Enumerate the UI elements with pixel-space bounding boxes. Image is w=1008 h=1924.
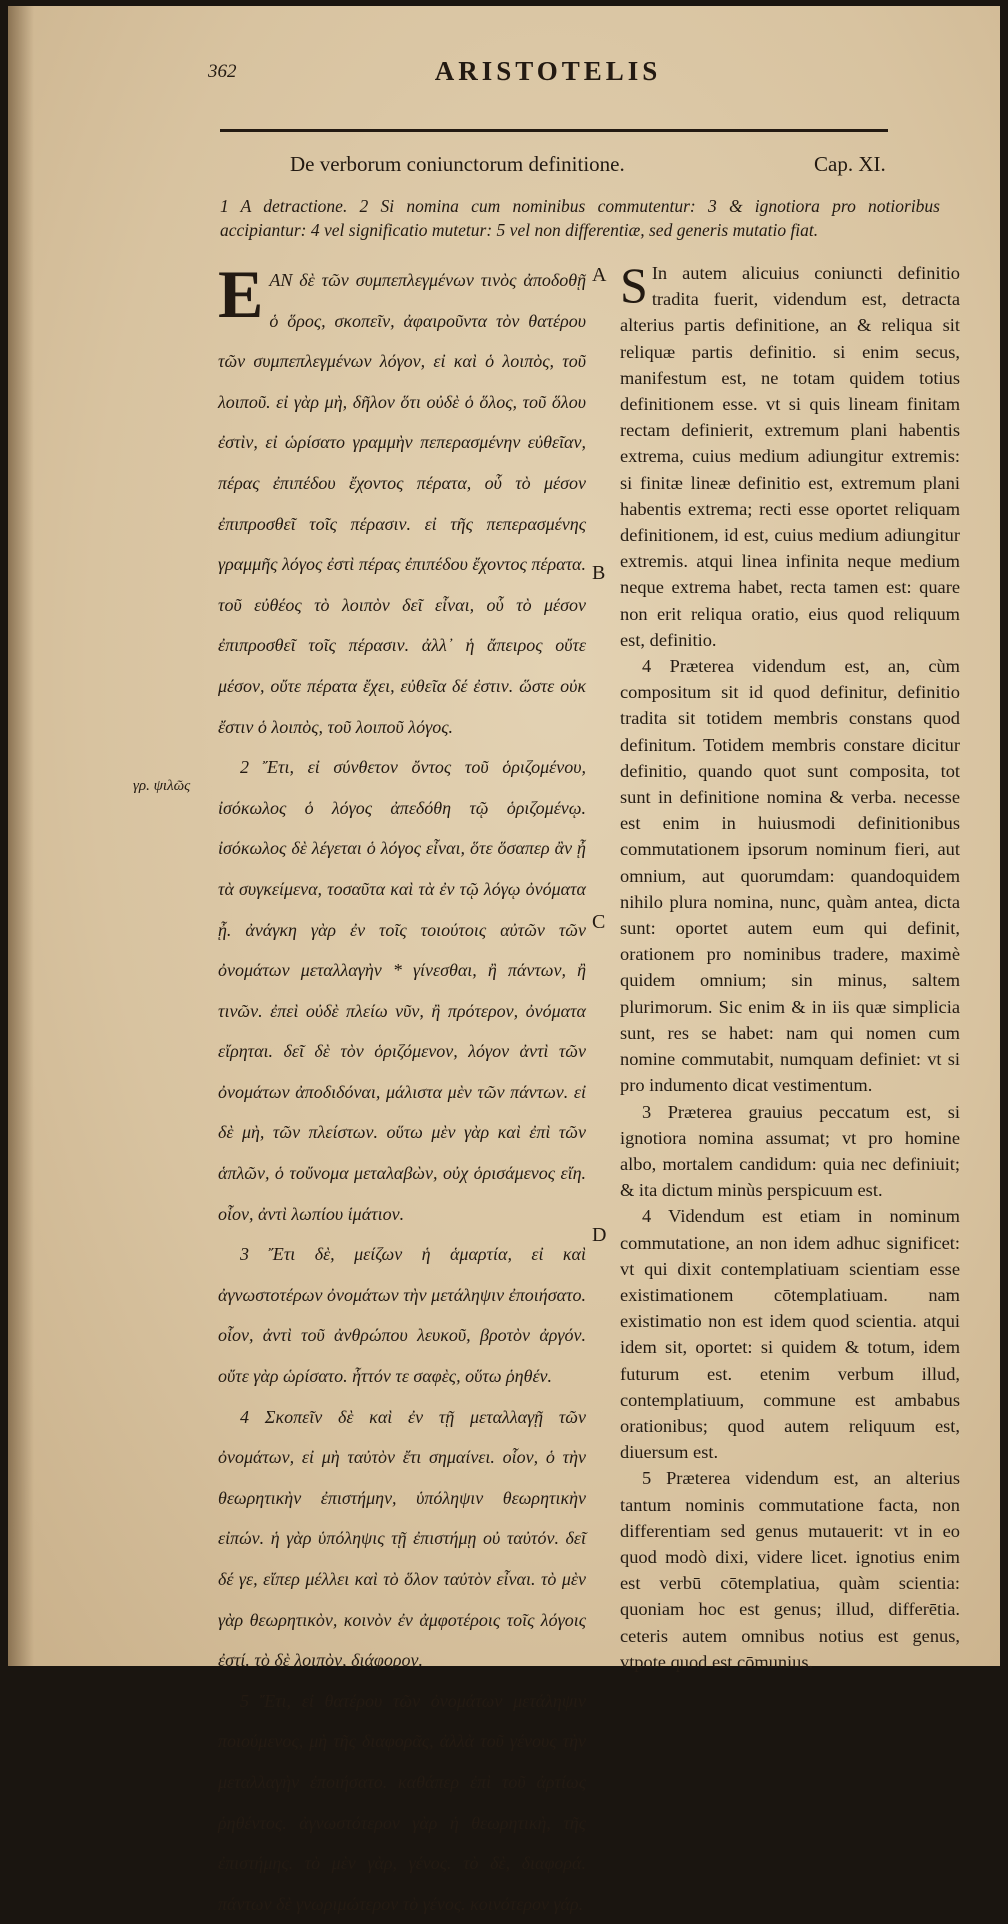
greek-dropcap: E [218, 256, 264, 332]
greek-paragraph: 4 Σκοπεῖν δὲ καὶ ἐν τῇ μεταλλαγῇ τῶν ὀνομάτων, εἰ μὴ ταὐτὸν ἔτι σημαίνει. οἷον, ὁ τὴν θεωρητικὴν ἐπιστήμην, ὑπόληψιν θεωρητικὴν εἰπών. ἡ γὰρ ὑπόληψις τῇ ἐπιστήμῃ οὐ ταὐτόν. δεῖ δέ γε, εἴπερ μέλλει καὶ τὸ ὅλον ταὐτὸν εἶναι. τὸ μὲν γὰρ θεωρητικὸν, κοινὸν ἐν ἀμφοτέροις τοῖς λόγοις ἐστί. τὸ δὲ λοιπὸν, διάφορον. [218, 1406, 586, 1671]
summary-line-1: 1 A detractione. 2 Si nomina cum nominibus commutentur: 3 & ignotiora pro notioribus [220, 196, 940, 216]
latin-paragraph: 5 Præterea videndum est, an alterius tantum nominis commutatione facta, non differentiam sed genus mutauerit: vt in eo quod modò dixi, videre licet. ignotius enim est verbū cōtemplatiua, quàm scientia: quoniam hoc est genus; illud, differētia. ceteris autem omnibus notius est genus, vtpote quod est cōmunius. [620, 1468, 960, 1672]
chapter-summary [220, 194, 940, 242]
header-rule [220, 129, 888, 132]
latin-paragraph: 4 Videndum est etiam in nominum commutatione, an non idem adhuc significet: vt qui dixit contemplatiuam scientiam esse existimationem cōtemplatiuam. nam existimatio non est idem quod scientia. atqui idem sit, oportet: si quidem & totum, idem futurum est. etenim verbum illud, contemplatiuum, commune est ambabus orationibus; quod autem reliquum est, diuersum est. [620, 1206, 960, 1463]
latin-paragraph: 4 Præterea videndum est, an, cùm compositum sit id quod definitur, definitio tradita sit totidem membris constans quod definitum. Totidem membris constare dicitur definitio, quando quot sunt composita, tot sunt in definitione nomina & verba. necesse est enim in huiusmodi definitionibus commutationem ipsorum nominum fieri, aut omnium, aut quorumdam: quandoquidem nihilo plura nomina, nunc, quàm antea, dicta sunt: oportet autem eum qui definit, orationem pro nominibus tradere, maximè quidem omnium; sin minus, saltem plurimorum. Sic enim & in iis quæ simplicia sunt, res se habet: nam qui nomen cum nomine commutabit, numquam definiet: vt si pro indumento dicat vestimentum. [620, 656, 960, 1096]
latin-paragraph: S In autem alicuius coniuncti definitio tradita fuerit, videndum est, detracta alterius partis definitione, an & reliqua sit reliquæ partis definitio. si enim secus, manifestum est, ne totam quidem totius definitionem esse. vt si quis lineam finitam rectam definierit, extremum plani habentis extrema, cuius medium adiungitur extremis: si finitæ lineæ definitio est, extremum plani habentis extrema; recti esse oportet reliquam definitionem, id est, cuius medium adiungitur extremis. atqui linea infinita neque medium neque extrema habet, recta tamen est: quare non erit reliqua oratio, eius quod reliquum est, definitio. [620, 257, 960, 650]
margin-letter-a: A [592, 264, 607, 286]
marginal-variant-note: γρ. ψιλῶς [133, 778, 191, 794]
greek-paragraph: 3 Ἔτι δὲ, μείζων ἡ ἁμαρτία, εἰ καὶ ἀγνωστοτέρων ὀνομάτων τὴν μετάληψιν ἐποιήσατο. οἷον, ἀντὶ τοῦ ἀνθρώπου λευκοῦ, βροτὸν ἀργόν. οὔτε γὰρ ὡρίσατο. ἧττόν τε σαφὲς, οὕτω ῥηθέν. [218, 1244, 586, 1387]
chapter-title: De verborum coniunctorum definitione. [290, 152, 625, 176]
margin-letter-b: B [592, 562, 606, 584]
latin-dropcap: S [620, 257, 648, 313]
running-head: ARISTOTELIS [434, 56, 662, 86]
greek-column [218, 256, 586, 1924]
greek-paragraph: EΑΝ δὲ τῶν συμπεπλεγμένων τινὸς ἀποδοθῇ ὁ ὅρος, σκοπεῖν, ἀφαιροῦντα τὸν θατέρου τῶν συμπεπλεγμένων λόγον, εἰ καὶ ὁ λοιπὸς, τοῦ λοιποῦ. εἰ γὰρ μὴ, δῆλον ὅτι οὐδὲ ὁ ὅλος, τοῦ ὅλου ἐστὶν, εἰ ὡρίσατο γραμμὴν πεπερασμένην εὐθεῖαν, πέρας ἐπιπέδου ἔχοντος πέρατα, οὗ τὸ μέσον ἐπιπροσθεῖ τοῖς πέρασιν. εἰ τῆς πεπερασμένης γραμμῆς λόγος ἐστὶ πέρας ἐπιπέδου ἔχοντος πέρατα. τοῦ εὐθέος τὸ λοιπὸν δεῖ εἶναι, οὗ τὸ μέσον ἐπιπροσθεῖ τοῖς πέρασιν. ἀλλ᾽ ἡ ἄπειρος οὔτε μέσον, οὔτε πέρατα ἔχει, εὐθεῖα δέ ἐστιν. ὥστε οὐκ ἔστιν ὁ λοιπὸς, τοῦ λοιποῦ λόγος. [218, 256, 586, 737]
greek-paragraph: 5 Ἔτι, εἰ θατέρου τῶν ὀνομάτων μετάληψιν ποιούμενος, μὴ τῆς διαφορᾶς, ἀλλὰ τοῦ γένους τὴν μεταλλαγὴν ἐποιήσατο. καθάπερ ἐπὶ τοῦ ἀρτίως ῥηθέντος. ἀγνωστότερον γὰρ ἡ θεωρητικὴ, τῆς ἐπιστήμης. τὸ μὲν γὰρ, γένος. τὸ δὲ, διαφορά. πάντων δὲ γνωριμώτερον τὸ γένος. κοινότερον γάρ. [218, 1690, 586, 1914]
page-number: 362 [208, 61, 237, 82]
latin-paragraph: 3 Præterea grauius peccatum est, si ignotiora nomina assumat; vt pro homine albo, mortalem candidum: quia nec definiuit; & ita dictum minùs perspicuum est. [620, 1101, 960, 1201]
book-page [8, 6, 1000, 1914]
margin-letter-c: C [592, 911, 606, 933]
chapter-number: Cap. XI. [814, 152, 886, 176]
greek-paragraph: 2 Ἔτι, εἰ σύνθετον ὄντος τοῦ ὁριζομένου, ἰσόκωλος ὁ λόγος ἀπεδόθη τῷ ὁριζομένῳ. ἰσόκωλος δὲ λέγεται ὁ λόγος εἶναι, ὅτε ὅσαπερ ἂν ᾖ τὰ συγκείμενα, τοσαῦτα καὶ τὰ ἐν τῷ λόγῳ ὀνόματα ᾖ. ἀνάγκη γὰρ ἐν τοῖς τοιούτοις αὐτῶν τῶν ὀνομάτων μεταλλαγὴν * γίνεσθαι, ἢ πάντων, ἢ τινῶν. ἐπεὶ οὐδὲ πλείω νῦν, ἢ πρότερον, ὀνόματα εἴρηται. δεῖ δὲ τὸν ὁριζόμενον, λόγον ἀντὶ τῶν ὀνομάτων ἀποδιδόναι, μάλιστα μὲν τῶν πάντων. εἰ δὲ μὴ, τῶν πλείστων. οὕτω μὲν γὰρ καὶ ἐπὶ τῶν ἁπλῶν, ὁ τοὔνομα μεταλαβὼν, οὐχ ὁρισάμενος εἴη. οἷον, ἀντὶ λωπίου ἱμάτιον. [218, 757, 586, 1224]
margin-letter-d: D [592, 1224, 607, 1246]
summary-line-2: accipiantur: 4 vel significatio mutetur: 5 vel non differentiæ, sed generis mutatio fiat. [220, 220, 819, 240]
page-gutter-shadow [8, 6, 34, 1666]
latin-column [620, 257, 960, 1675]
